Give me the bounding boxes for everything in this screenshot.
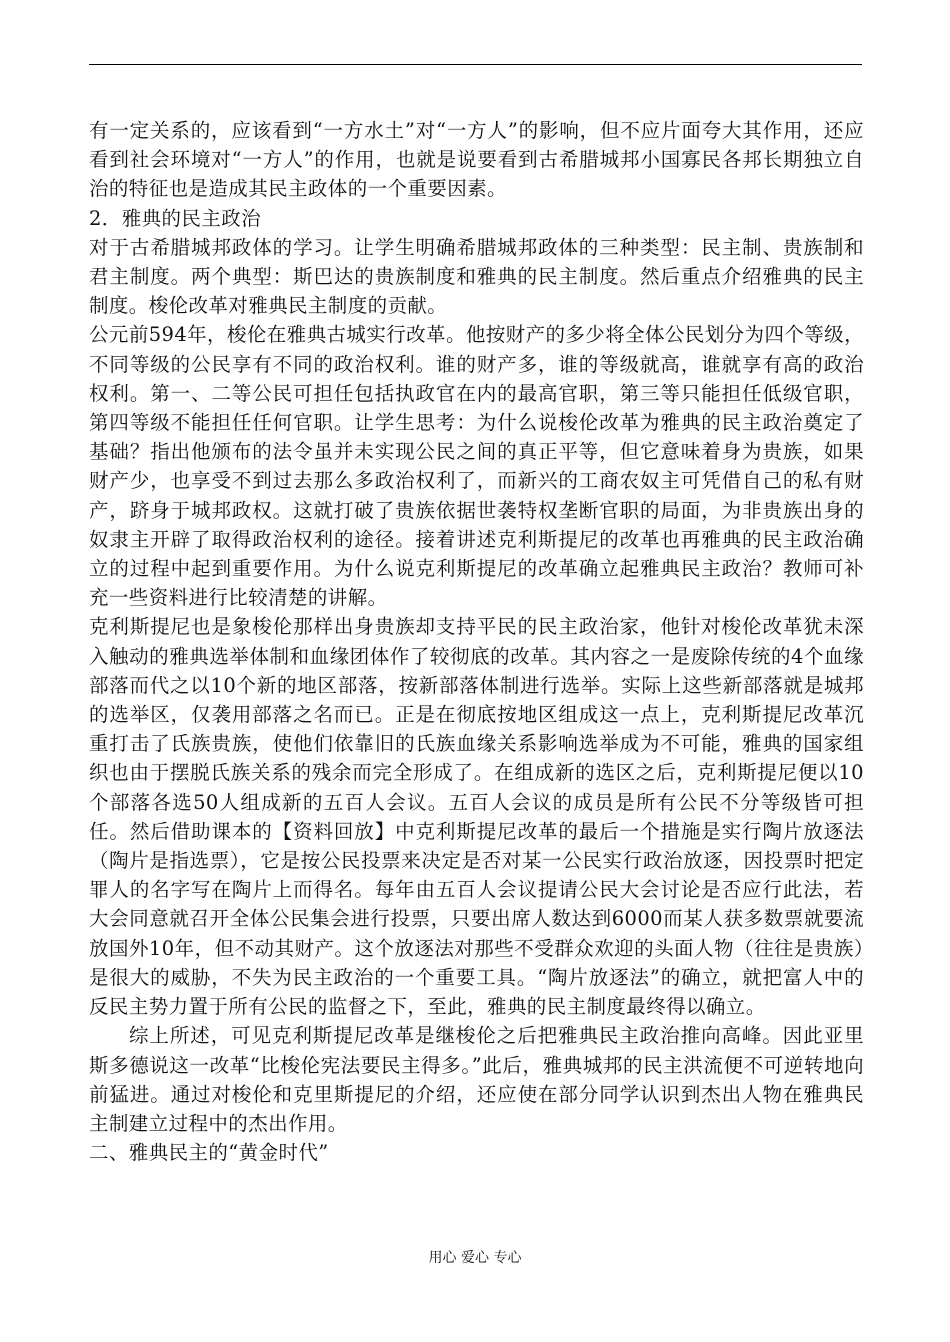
- document-body: [89, 116, 864, 1167]
- paragraph-continuation: 有一定关系的，应该看到“一方水土”对“一方人”的影响，但不应片面夸大其作用，还应看到社会环境对“一方人”的作用，也就是说要看到古希腊城邦小国寡民各邦长期独立自治的特征也是造成其民主政体的一个重要因素。: [89, 119, 864, 201]
- page-footer: 用心 爱心 专心: [428, 1250, 522, 1266]
- section-heading-golden-age: 二、雅典民主的“黄金时代”: [89, 1141, 329, 1165]
- paragraph-city-state-polity: 对于古希腊城邦政体的学习。让学生明确希腊城邦政体的三种类型：民主制、贵族制和君主制度。两个典型：斯巴达的贵族制度和雅典的民主制度。然后重点介绍雅典的民主制度。梭伦改革对雅典民主制度的贡献。: [89, 235, 864, 318]
- paragraph-summary: 综上所述，可见克利斯提尼改革是继梭伦之后把雅典民主政治推向高峰。因此亚里斯多德说这一改革“比梭伦宪法要民主得多。”此后，雅典城邦的民主洪流便不可逆转地向前猛进。通过对梭伦和克里斯提尼的介绍，还应使在部分同学认识到杰出人物在雅典民主制建立过程中的杰出作用。: [89, 1024, 864, 1135]
- section-heading-athens-democracy: 2．雅典的民主政治: [89, 206, 262, 230]
- header-rule: [89, 64, 862, 65]
- paragraph-cleisthenes-reform: 克利斯提尼也是象梭伦那样出身贵族却支持平民的民主政治家，他针对梭伦改革犹未深入触动的雅典选举体制和血缘团体作了较彻底的改革。其内容之一是废除传统的4个血缘部落而代之以10个新的地区部落，按新部落体制进行选举。实际上这些新部落就是城邦的选举区，仅袭用部落之名而已。正是在彻底按地区组成这一点上，克利斯提尼改革沉重打击了氏族贵族，使他们依靠旧的氏族血缘关系影响选举成为不可能，雅典的国家组织也由于摆脱氏族关系的残余而完全形成了。在组成新的选区之后，克利斯提尼便以10个部落各选50人组成新的五百人会议。五百人会议的成员是所有公民不分等级皆可担任。然后借助课本的【资料回放】中克利斯提尼改革的最后一个措施是实行陶片放逐法（陶片是指选票），它是按公民投票来决定是否对某一公民实行政治放逐，因投票时把定罪人的名字写在陶片上而得名。每年由五百人会议提请公民大会讨论是否应行此法，若大会同意就召开全体公民集会进行投票，只要出席人数达到6000而某人获多数票就要流放国外10年，但不动其财产。这个放逐法对那些不受群众欢迎的头面人物（往往是贵族）是很大的威胁，不失为民主政治的一个重要工具。“陶片放逐法”的确立，就把富人中的反民主势力置于所有公民的监督之下，至此，雅典的民主制度最终得以确立。: [89, 615, 864, 1019]
- paragraph-solon-reform: 公元前594年，梭伦在雅典古城实行改革。他按财产的多少将全体公民划分为四个等级，不同等级的公民享有不同的政治权利。谁的财产多，谁的等级就高，谁就享有高的政治权利。第一、二等公民可担任包括执政官在内的最高官职，第三等只能担任低级官职，第四等级不能担任任何官职。让学生思考：为什么说梭伦改革为雅典的民主政治奠定了基础？指出他颁布的法令虽并未实现公民之间的真正平等，但它意味着身为贵族，如果财产少，也享受不到过去那么多政治权利了，而新兴的工商农奴主可凭借自己的私有财产，跻身于城邦政权。这就打破了贵族依据世袭特权垄断官职的局面，为非贵族出身的奴隶主开辟了取得政治权利的途径。接着讲述克利斯提尼的改革也再雅典的民主政治确立的过程中起到重要作用。为什么说克利斯提尼的改革确立起雅典民主政治？教师可补充一些资料进行比较清楚的讲解。: [89, 323, 864, 610]
